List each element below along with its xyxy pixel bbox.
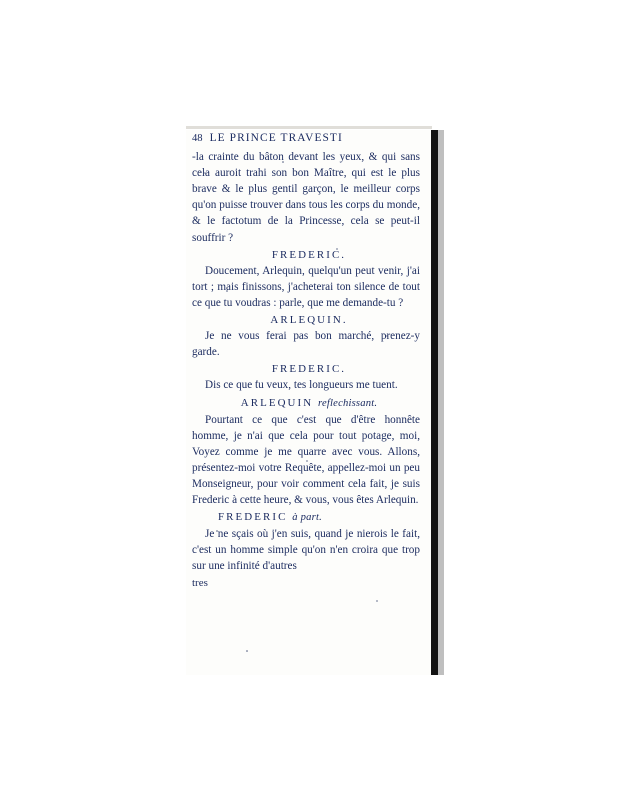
speaker-name <box>192 395 420 412</box>
scan-speck <box>386 335 388 337</box>
stage-direction: reflechissant. <box>318 397 378 409</box>
paragraph: Dis ce que tu veux, tes longueurs me tuent. <box>205 379 398 392</box>
page-top-edge <box>186 126 432 129</box>
speaker-name <box>192 312 420 328</box>
running-title: LE PRINCE TRAVESTI <box>209 132 343 144</box>
speaker-label: FREDERIC. <box>271 363 347 376</box>
text-column <box>192 130 420 591</box>
speaker-label: FREDERIC. <box>271 248 347 261</box>
page-header <box>192 130 420 147</box>
scan-speck <box>204 172 206 174</box>
scanned-page <box>186 130 432 675</box>
scan-speck <box>246 650 248 652</box>
speaker-label: ARLEQUIN <box>240 396 314 409</box>
folio-number: 48 <box>192 133 203 144</box>
scan-speck <box>216 530 218 532</box>
paragraph: Je ne vous ferai pas bon marché, prenez-y garde. <box>192 330 420 359</box>
catchword: tres <box>192 576 208 589</box>
speaker-name <box>192 509 420 526</box>
speaker-name <box>192 361 420 377</box>
scan-speck <box>376 600 378 602</box>
speaker-label: ARLEQUIN. <box>270 314 348 327</box>
scan-speck <box>306 460 308 462</box>
paragraph: Je ne sçais où j'en suis, quand je nierois le fait, c'est un homme simple qu'on n'en croira que trop sur une infinité d'autres <box>192 528 420 573</box>
speaker-label: FREDERIC <box>218 511 288 524</box>
scan-speck <box>226 290 228 292</box>
stage-direction: à part. <box>292 512 322 524</box>
paragraph: -la crainte du bâton devant les yeux, & qui sans cela auroit trahi son bon Maître, qui est le plus brave & le plus gentil garçon, le meilleur corps qu'on puisse trouver dans tous les corps du monde, & le factotum de la Princesse, cela se peut-il souffrir ? <box>192 151 420 244</box>
binding-edge <box>431 130 438 675</box>
speaker-name <box>192 247 420 263</box>
binding-shadow <box>438 130 444 675</box>
paragraph: Doucement, Arlequin, quelqu'un peut venir, j'ai tort ; mais finissons, j'acheterai ton silence de tout ce que tu voudras : parle, que me demande-tu ? <box>192 264 420 309</box>
scan-speck <box>256 380 258 382</box>
paragraph: Pourtant ce que c'est que d'être honnête homme, je n'ai que cela pour tout potage, moi, Voyez comme je me quarre avec vous. Allons, présentez-moi votre Requête, appellez-moi un peu Monseigneur, pour voir comment cela fait, je suis Frederic à cette heure, & vous, vous êtes Arlequin. <box>192 413 420 507</box>
scan-speck <box>282 161 284 163</box>
scan-speck <box>336 248 338 250</box>
